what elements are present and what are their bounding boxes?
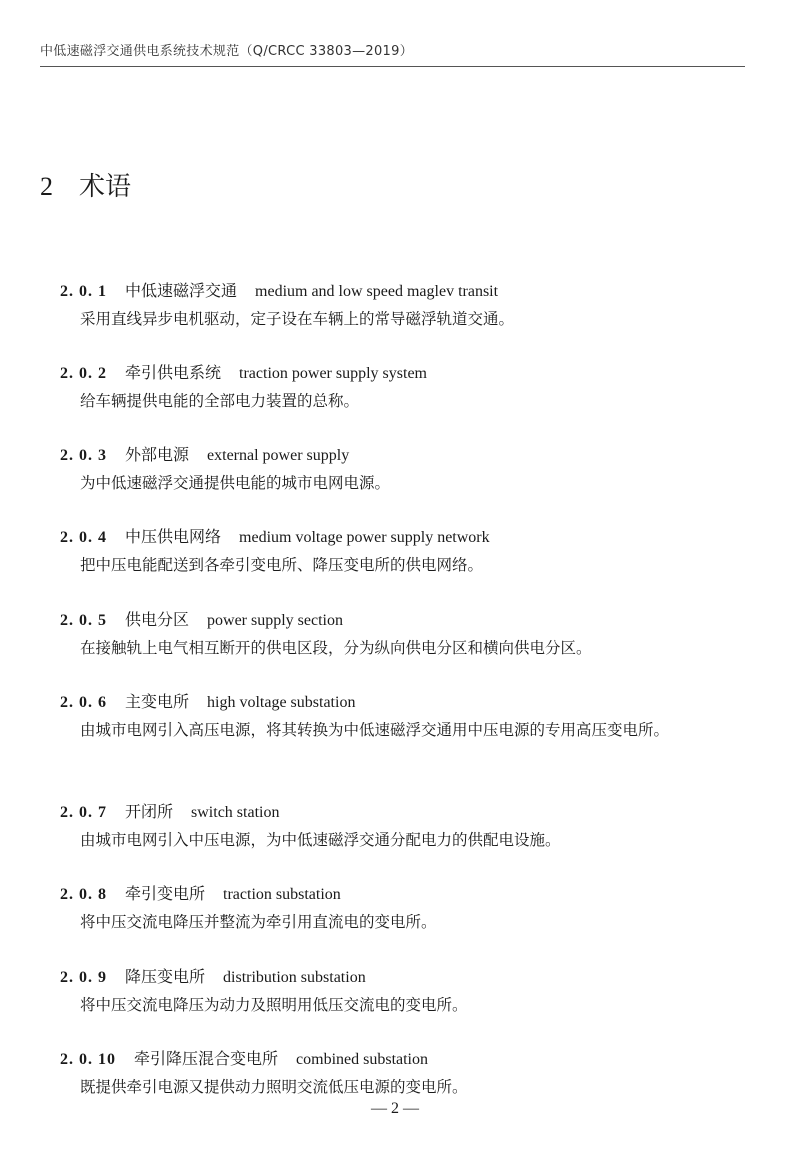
term-zh: 降压变电所: [125, 967, 206, 986]
term-zh: 开闭所: [125, 802, 174, 821]
term-zh: 外部电源: [125, 445, 190, 464]
term-en: external power supply: [207, 447, 350, 464]
page-number: — 2 —: [371, 1100, 419, 1117]
term-id: 2. 0. 9: [60, 969, 107, 986]
term-en: combined substation: [296, 1051, 428, 1068]
term-definition: 由城市电网引入高压电源，将其转换为中低速磁浮交通用中压电源的专用高压变电所。: [80, 721, 670, 739]
term-entry: [60, 442, 750, 498]
term-id: 2. 0. 8: [60, 886, 107, 903]
term-entry: [60, 799, 750, 855]
term-en: high voltage substation: [207, 694, 356, 711]
term-zh: 供电分区: [125, 610, 190, 629]
term-definition: 为中低速磁浮交通提供电能的城市电网电源。: [80, 474, 391, 492]
term-en: switch station: [191, 804, 280, 821]
header-rule: [40, 66, 745, 67]
term-id: 2. 0. 3: [60, 447, 107, 464]
term-zh: 中压供电网络: [125, 527, 222, 546]
term-entry: [60, 881, 750, 937]
term-entry: [60, 524, 750, 580]
term-entry: [60, 607, 750, 663]
term-id: 2. 0. 4: [60, 529, 107, 546]
term-definition: 把中压电能配送到各牵引变电所、降压变电所的供电网络。: [80, 556, 484, 574]
term-entry: [60, 1046, 750, 1102]
term-zh: 中低速磁浮交通: [125, 281, 238, 300]
term-zh: 牵引供电系统: [125, 363, 222, 382]
term-en: medium and low speed maglev transit: [255, 283, 499, 300]
running-header: 中低速磁浮交通供电系统技术规范（Q/CRCC 33803—2019）: [40, 44, 414, 59]
chapter-title: 术语: [79, 172, 132, 202]
term-definition: 采用直线异步电机驱动，定子设在车辆上的常导磁浮轨道交通。: [80, 310, 515, 328]
term-definition: 将中压交流电降压为动力及照明用低压交流电的变电所。: [80, 996, 468, 1014]
term-en: power supply section: [207, 612, 343, 629]
term-id: 2. 0. 7: [60, 804, 107, 821]
chapter-number: 2: [40, 172, 53, 201]
term-definition: 由城市电网引入中压电源，为中低速磁浮交通分配电力的供配电设施。: [80, 831, 561, 849]
term-id: 2. 0. 5: [60, 612, 107, 629]
term-id: 2. 0. 1: [60, 283, 107, 300]
term-definition: 给车辆提供电能的全部电力装置的总称。: [80, 392, 360, 410]
term-id: 2. 0. 10: [60, 1051, 116, 1068]
term-zh: 牵引降压混合变电所: [134, 1049, 279, 1068]
term-en: distribution substation: [223, 969, 366, 986]
term-entry: [60, 278, 750, 334]
term-definition: 既提供牵引电源又提供动力照明交流低压电源的变电所。: [80, 1078, 468, 1096]
term-en: medium voltage power supply network: [239, 529, 490, 546]
term-entry: [60, 360, 750, 416]
term-definition: 将中压交流电降压并整流为牵引用直流电的变电所。: [80, 913, 437, 931]
chapter-heading: [40, 166, 131, 203]
term-entry: [60, 964, 750, 1020]
term-en: traction substation: [223, 886, 341, 903]
term-zh: 牵引变电所: [125, 884, 206, 903]
term-en: traction power supply system: [239, 365, 427, 382]
term-id: 2. 0. 6: [60, 694, 107, 711]
term-zh: 主变电所: [125, 692, 190, 711]
term-definition: 在接触轨上电气相互断开的供电区段，分为纵向供电分区和横向供电分区。: [80, 639, 592, 657]
term-entry: [60, 689, 750, 745]
term-id: 2. 0. 2: [60, 365, 107, 382]
